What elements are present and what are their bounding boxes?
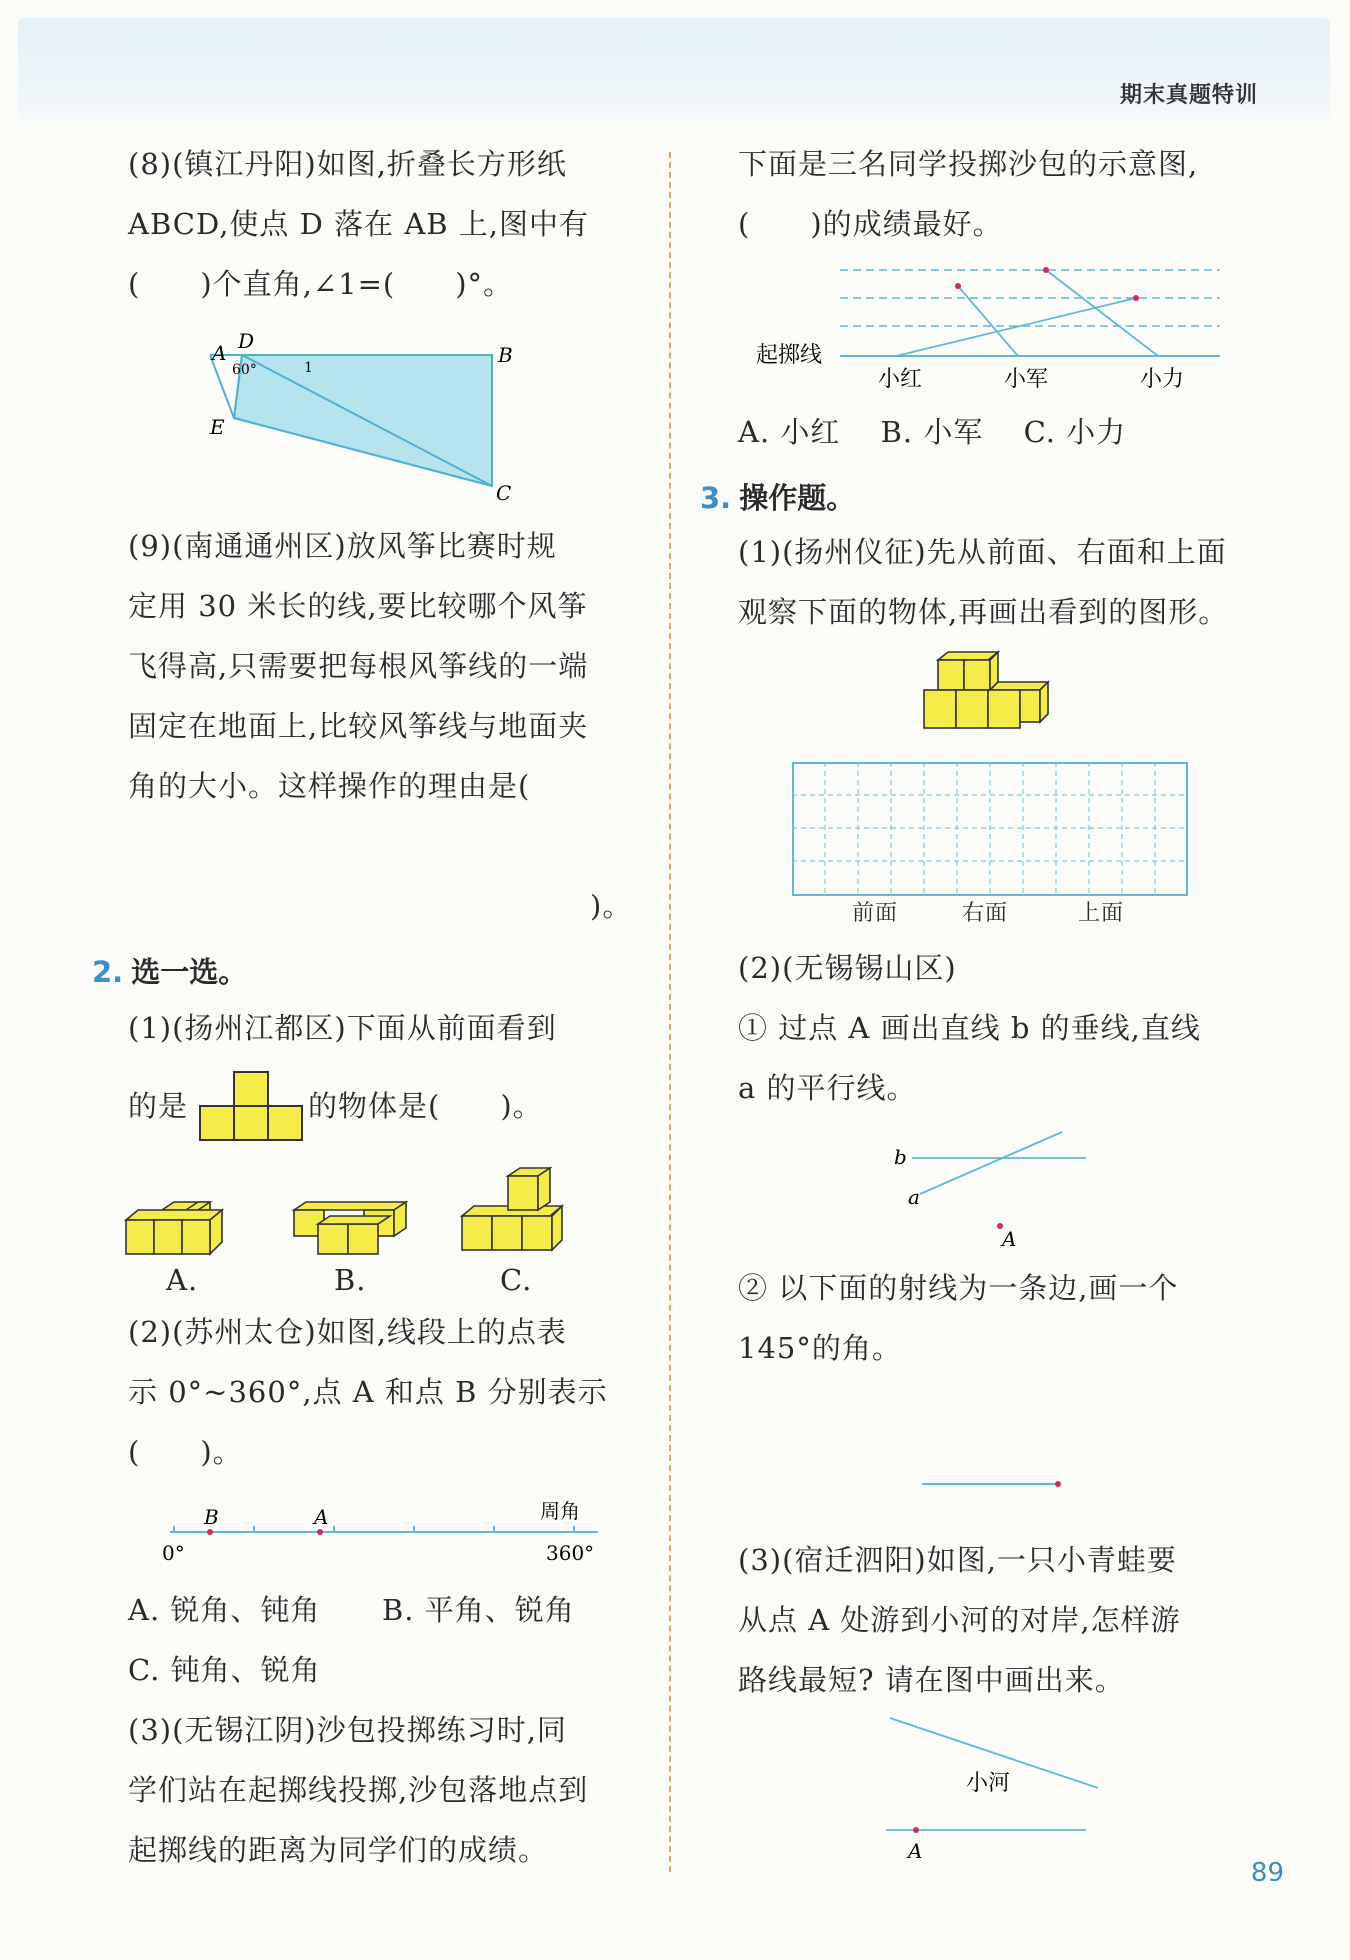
q3-2-ray (920, 1476, 1070, 1492)
q2-2-option-C: C. 钝角、锐角 (128, 1653, 321, 1687)
q9-line-5: 角的大小。这样操作的理由是( (128, 769, 531, 803)
q2-2-option-B: B. 平角、锐角 (382, 1593, 575, 1627)
frog-point-A-label: A (908, 1839, 923, 1863)
xiaohong-label: 小红 (878, 367, 923, 392)
q2-1-post: 的物体是( )。 (308, 1089, 543, 1123)
q2-3-cont-line-2: ( )的成绩最好。 (738, 207, 1003, 241)
q9-line-1: (9)(南通通州区)放风筝比赛时规 (128, 529, 557, 563)
line-label-zhoujiao: 周角 (540, 1499, 580, 1523)
angle-number-line (160, 1494, 610, 1574)
q9-line-4: 固定在地面上,比较风筝线与地面夹 (128, 709, 589, 743)
section-2-number: 2. (92, 955, 124, 989)
q3-1-cubes (924, 652, 1064, 742)
line-label-B: B (204, 1505, 219, 1529)
section-2-title: 选一选。 (131, 955, 248, 989)
start-line-label: 起掷线 (756, 343, 823, 368)
q3-2-line-2: a 的平行线。 (738, 1071, 917, 1105)
view-right-label: 右面 (962, 901, 1009, 926)
q2-3-cont-line-1: 下面是三名同学投掷沙包的示意图, (738, 147, 1199, 181)
q3-3-line-3: 路线最短? 请在图中画出来。 (738, 1663, 1125, 1697)
q2-1-pre: 的是 (128, 1089, 189, 1123)
option-B-label: B. (334, 1263, 367, 1297)
section-3-number: 3. (700, 481, 732, 515)
label-D: D (238, 329, 255, 353)
point-A-label: A (1002, 1227, 1017, 1251)
q8-line-1: (8)(镇江丹阳)如图,折叠长方形纸 (128, 147, 567, 181)
page-number: 89 (1250, 1858, 1284, 1888)
section-2-heading (92, 950, 247, 991)
xiaojun-label: 小军 (1004, 367, 1049, 392)
label-B: B (498, 343, 513, 367)
label-A: A (212, 341, 227, 365)
label-60deg: 60° (232, 362, 257, 378)
q3-1-line-1: (1)(扬州仪征)先从前面、右面和上面 (738, 535, 1227, 569)
q3-2-head: (2)(无锡锡山区) (738, 951, 957, 985)
q2-1-line-1: (1)(扬州江都区)下面从前面看到 (128, 1011, 557, 1045)
option-C-label: C. (500, 1263, 533, 1297)
line-label-0: 0° (162, 1541, 185, 1565)
q2-3-line-3: 起掷线的距离为同学们的成绩。 (128, 1833, 549, 1867)
front-view-shape (200, 1072, 304, 1142)
q8-line-2: ABCD,使点 D 落在 AB 上,图中有 (128, 207, 590, 241)
header-title: 期末真题特训 (1119, 83, 1258, 108)
q2-2-line-1: (2)(苏州太仓)如图,线段上的点表 (128, 1315, 567, 1349)
line-a-label: a (908, 1185, 920, 1209)
q3-2-line-3: ② 以下面的射线为一条边,画一个 (738, 1271, 1179, 1305)
q2-3-line-1: (3)(无锡江阴)沙包投掷练习时,同 (128, 1713, 567, 1747)
q2-2-option-A: A. 锐角、钝角 (128, 1593, 321, 1627)
option-B-cubes (294, 1196, 414, 1258)
label-E: E (210, 415, 225, 439)
option-C-cubes (462, 1168, 582, 1258)
section-3-title: 操作题。 (739, 481, 856, 515)
q2-2-line-2: 示 0°~360°,点 A 和点 B 分别表示 (128, 1375, 608, 1409)
sandbag-throw-figure (756, 262, 1236, 402)
q2-3-options: A. 小红 B. 小军 C. 小力 (738, 415, 1127, 449)
river-label: 小河 (966, 1771, 1011, 1796)
label-C: C (496, 481, 512, 505)
option-A-cubes (126, 1198, 246, 1258)
q3-2-line-4: 145°的角。 (738, 1331, 902, 1365)
q3-2-lines-figure (890, 1124, 1110, 1254)
line-label-A: A (314, 1505, 329, 1529)
option-A-label: A. (166, 1263, 199, 1297)
view-front-label: 前面 (852, 901, 899, 926)
section-3-heading (700, 476, 855, 517)
q2-2-line-3: ( )。 (128, 1435, 243, 1469)
q3-2-line-1: ① 过点 A 画出直线 b 的垂线,直线 (738, 1011, 1201, 1045)
q9-line-2: 定用 30 米长的线,要比较哪个风筝 (128, 589, 588, 623)
line-b-label: b (894, 1145, 907, 1169)
q8-line-3: ( )个直角,∠1=( )°。 (128, 267, 514, 301)
q3-3-river-figure (880, 1710, 1120, 1870)
q3-3-line-2: 从点 A 处游到小河的对岸,怎样游 (738, 1603, 1181, 1637)
line-label-360: 360° (546, 1541, 595, 1565)
q3-3-line-1: (3)(宿迁泗阳)如图,一只小青蛙要 (738, 1543, 1177, 1577)
q9-line-3: 飞得高,只需要把每根风筝线的一端 (128, 649, 589, 683)
label-angle1: 1 (304, 360, 313, 376)
view-top-label: 上面 (1078, 901, 1125, 926)
q3-1-drawing-grid (792, 762, 1188, 898)
q8-fold-figure (200, 330, 530, 510)
column-divider (669, 152, 671, 1872)
q2-3-line-2: 学们站在起掷线投掷,沙包落地点到 (128, 1773, 589, 1807)
xiaoli-label: 小力 (1140, 367, 1185, 392)
q3-1-line-2: 观察下面的物体,再画出看到的图形。 (738, 595, 1229, 629)
q9-close: )。 (590, 889, 633, 923)
